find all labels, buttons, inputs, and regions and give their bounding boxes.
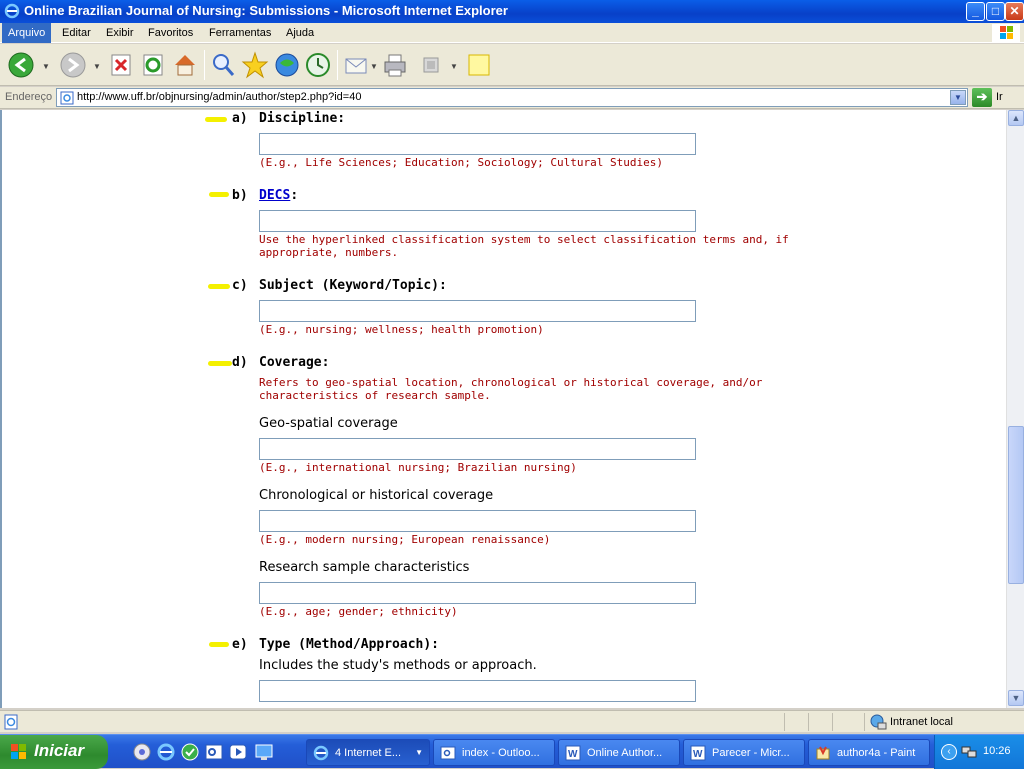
task-label: Online Author... (587, 747, 663, 759)
menu-exibir[interactable]: Exibir (106, 27, 134, 39)
messenger-icon[interactable] (464, 50, 494, 80)
geo-spatial-label: Geo-spatial coverage (259, 416, 398, 431)
item-letter: a) (232, 111, 248, 126)
history-icon[interactable] (303, 50, 333, 80)
address-input[interactable] (56, 88, 968, 107)
vertical-scrollbar[interactable] (1006, 110, 1024, 708)
go-label[interactable]: Ir (996, 91, 1003, 103)
subject-hint: (E.g., nursing; wellness; health promotion) (259, 323, 544, 336)
stop-icon[interactable] (106, 50, 136, 80)
favorites-icon[interactable] (240, 50, 270, 80)
status-segment (784, 713, 808, 731)
system-tray (934, 735, 1024, 769)
coverage-hint: Refers to geo-spatial location, chronological or historical coverage, and/or characteristics of research sample. (259, 376, 763, 402)
network-icon[interactable] (961, 744, 977, 760)
address-dropdown-icon[interactable]: ▼ (950, 90, 966, 105)
decs-link[interactable]: DECS (259, 188, 291, 203)
windows-flag-icon (10, 743, 28, 761)
forward-dropdown-icon[interactable]: ▼ (93, 62, 101, 71)
task-internet-explorer[interactable] (306, 739, 430, 766)
decs-hint: Use the hyperlinked classification system to select classification terms and, if appropriate, numbers. (259, 233, 789, 259)
go-button[interactable]: ➔ (972, 88, 992, 107)
home-icon[interactable] (170, 50, 200, 80)
zone-label: Intranet local (890, 716, 953, 728)
item-letter: b) (232, 188, 248, 203)
task-word-parecer[interactable] (683, 739, 805, 766)
type-input[interactable] (259, 680, 696, 702)
geo-spatial-hint: (E.g., international nursing; Brazilian nursing) (259, 461, 577, 474)
task-word-online-author[interactable] (558, 739, 680, 766)
back-icon[interactable] (6, 50, 36, 80)
start-label: Iniciar (34, 741, 85, 760)
chronological-hint: (E.g., modern nursing; European renaissance) (259, 533, 551, 546)
menu-ferramentas[interactable]: Ferramentas (209, 27, 272, 39)
type-label: Type (Method/Approach): (259, 637, 440, 652)
maximize-button[interactable]: □ (986, 2, 1005, 21)
task-outlook[interactable] (433, 739, 555, 766)
menu-arquivo[interactable]: Arquivo (2, 23, 51, 43)
scroll-down-icon[interactable]: ▼ (1008, 690, 1024, 706)
task-label: 4 Internet E... (335, 747, 402, 759)
page-status-icon (3, 714, 19, 730)
intranet-icon (869, 713, 887, 731)
menu-ajuda[interactable]: Ajuda (286, 27, 315, 39)
task-group-arrow-icon: ▼ (415, 748, 423, 757)
outlook-icon (440, 745, 456, 761)
decs-input[interactable] (259, 210, 696, 232)
address-bar (0, 87, 1024, 109)
task-label: author4a - Paint (837, 747, 916, 759)
internet-explorer-icon[interactable] (156, 742, 176, 762)
address-label: Endereço (5, 91, 53, 103)
chronological-label: Chronological or historical coverage (259, 488, 494, 503)
menu-favoritos[interactable]: Favoritos (148, 27, 194, 39)
toolbar (0, 44, 1024, 86)
tray-expand-icon[interactable]: ‹ (941, 744, 957, 760)
research-sample-hint: (E.g., age; gender; ethnicity) (259, 605, 458, 618)
status-segment (832, 713, 862, 731)
internet-explorer-icon (4, 3, 20, 19)
media-player-icon[interactable] (132, 742, 152, 762)
highlight-marker (209, 642, 229, 647)
svg-text:W: W (568, 749, 578, 760)
forward-icon[interactable] (58, 50, 88, 80)
refresh-icon[interactable] (138, 50, 168, 80)
word-icon (565, 745, 581, 761)
toolbar-separator (204, 50, 205, 80)
item-letter: c) (232, 278, 248, 293)
edit-dropdown-icon[interactable]: ▼ (450, 62, 458, 71)
internet-explorer-icon (313, 745, 329, 761)
back-dropdown-icon[interactable]: ▼ (42, 62, 50, 71)
subject-label: Subject (Keyword/Topic): (259, 278, 447, 293)
item-letter: d) (232, 355, 248, 370)
highlight-marker (209, 192, 229, 197)
coverage-label: Coverage: (259, 355, 330, 370)
print-icon[interactable] (380, 50, 410, 80)
subject-input[interactable] (259, 300, 696, 322)
media-icon[interactable] (272, 50, 302, 80)
status-segment (808, 713, 832, 731)
type-description: Includes the study's methods or approach. (259, 658, 537, 673)
title-bar[interactable] (0, 0, 1024, 23)
highlight-marker (208, 361, 232, 366)
close-button[interactable]: ✕ (1005, 2, 1024, 21)
outlook-icon[interactable] (204, 742, 224, 762)
status-bar (0, 710, 1024, 732)
decs-label (259, 188, 298, 203)
address-url: http://www.uff.br/objnursing/admin/author/step2.php?id=40 (77, 91, 362, 103)
discipline-hint: (E.g., Life Sciences; Education; Sociology; Cultural Studies) (259, 156, 663, 169)
desktop-icon[interactable] (254, 742, 274, 762)
browser-viewport (0, 110, 1024, 708)
menu-editar[interactable]: Editar (62, 27, 91, 39)
search-icon[interactable] (208, 50, 238, 80)
toolbar-separator (337, 50, 338, 80)
task-paint[interactable] (808, 739, 930, 766)
page-icon (60, 91, 74, 105)
mail-icon[interactable] (342, 50, 372, 80)
paint-icon (815, 745, 831, 761)
mail-dropdown-icon[interactable]: ▼ (370, 62, 378, 71)
taskbar (0, 734, 1024, 768)
svg-text:W: W (693, 749, 703, 760)
highlight-marker (205, 117, 227, 122)
chronological-input[interactable] (259, 510, 696, 532)
item-letter: e) (232, 637, 248, 652)
research-sample-label: Research sample characteristics (259, 560, 470, 575)
minimize-button[interactable]: _ (966, 2, 985, 21)
outlook-express-icon[interactable] (180, 742, 200, 762)
discipline-input[interactable] (259, 133, 696, 155)
decs-colon: : (290, 188, 299, 203)
edit-icon[interactable] (416, 50, 446, 80)
scroll-thumb[interactable] (1008, 426, 1024, 584)
window-title: Online Brazilian Journal of Nursing: Submissions - Microsoft Internet Explorer (24, 3, 508, 18)
media-icon[interactable] (228, 742, 248, 762)
menu-bar (0, 23, 1024, 43)
research-sample-input[interactable] (259, 582, 696, 604)
clock: 10:26 (983, 745, 1011, 757)
task-label: index - Outloo... (462, 747, 540, 759)
start-button[interactable] (0, 735, 108, 769)
highlight-marker (208, 284, 230, 289)
windows-logo-icon (992, 24, 1020, 42)
page-content (2, 110, 1006, 708)
discipline-label: Discipline: (259, 111, 346, 126)
word-icon (690, 745, 706, 761)
task-label: Parecer - Micr... (712, 747, 790, 759)
scroll-up-icon[interactable]: ▲ (1008, 110, 1024, 126)
geo-spatial-input[interactable] (259, 438, 696, 460)
